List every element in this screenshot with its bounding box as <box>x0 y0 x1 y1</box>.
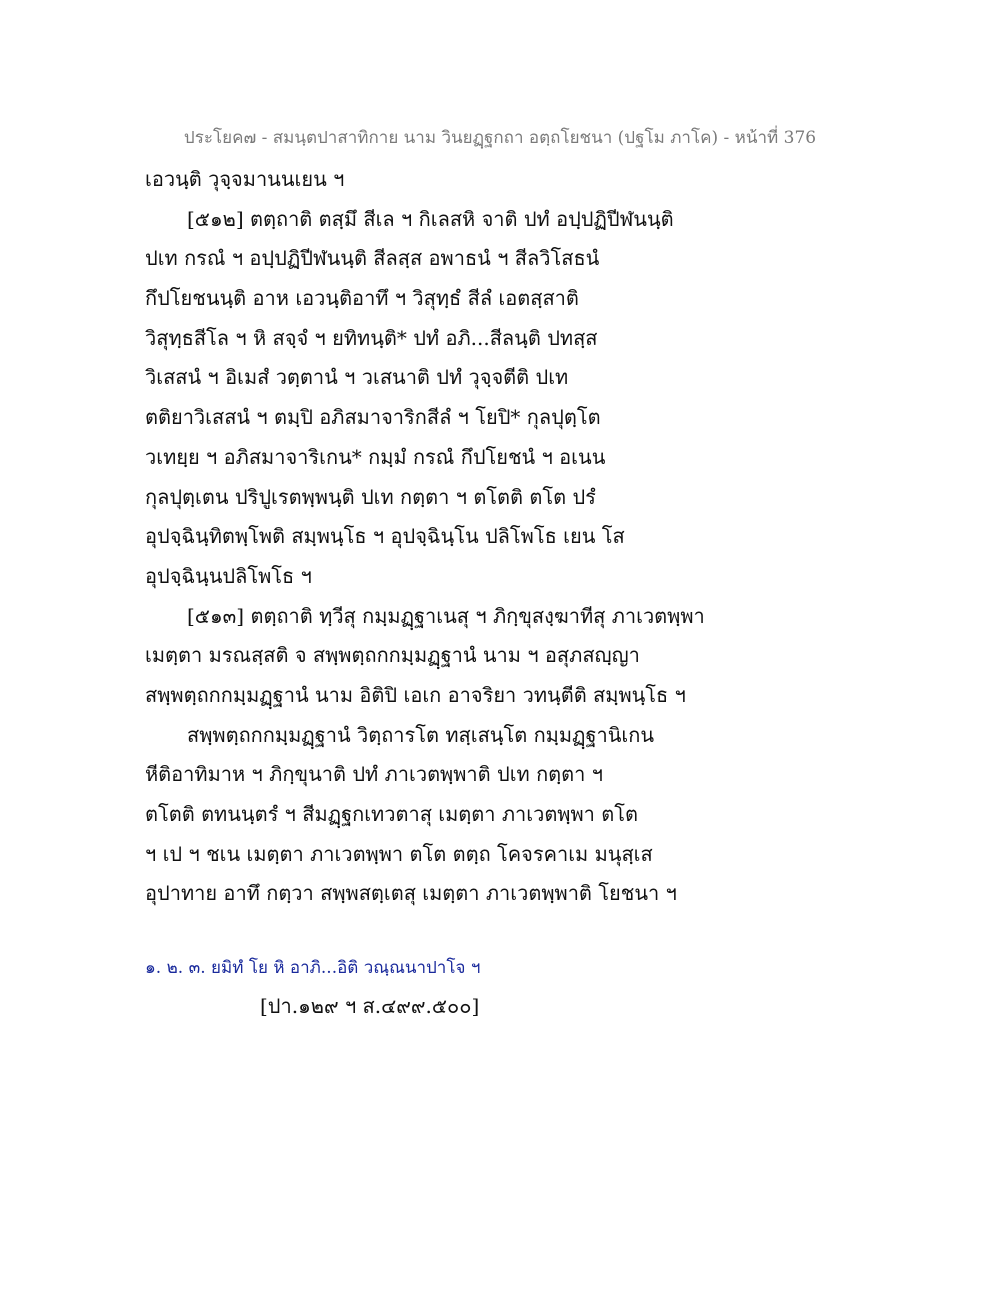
text-line: ตโตติ ตทนนฺตรํ ฯ สีมฏฺฐกเทวตาสุ เมตฺตา ภาเวตพฺพา ตโต <box>145 802 638 826</box>
text-line: อุปจฺฉินฺนปลิโพโธ ฯ <box>145 563 312 588</box>
text-line: วเทยฺย ฯ อภิสมาจาริเกน* กมฺมํ กรณํ กึปโยชนํ ฯ อเนน <box>145 444 606 469</box>
text-line: กึปโยชนนฺติ อาห เอวนฺติอาทึ ฯ วิสุทฺธํ สีลํ เอตสฺสาติ <box>145 286 579 311</box>
footnote: ๑. ๒. ๓. ยมิทํ โย หิ อาภิ...อิติ วณฺณนาปาโจ ฯ <box>145 958 481 978</box>
text-line: วิเสสนํ ฯ อิเมสํ วตฺตานํ ฯ วเสนาติ ปทํ วุจฺจตีติ ปเท <box>145 365 569 390</box>
body-text <box>145 160 865 914</box>
text-line: เอวนฺติ วุจฺจมานนเยน ฯ <box>145 167 345 191</box>
text-line: วิสุทฺธสีโล ฯ หิ สจฺจํ ฯ ยทิทนฺติ* ปทํ อภิ...สีลนฺติ ปทสฺส <box>145 325 598 350</box>
text-line: อุปจฺฉินฺทิตพฺโพติ สมฺพนฺโธ ฯ อุปจฺฉินฺโน ปลิโพโธ เยน โส <box>145 524 625 549</box>
text-line: สพฺพตฺถกกมฺมฏฺฐานํ วิตฺถารโต ทสฺเสนฺโต กมฺมฏฺฐานิเกน <box>187 722 655 747</box>
text-line: ปเท กรณํ ฯ อปฺปฏิปีฬนนฺติ สีลสฺส อพาธนํ ฯ สีลวิโสธนํ <box>145 246 600 271</box>
text-line: สพฺพตฺถกกมฺมฏฺฐานํ นาม อิติปิ เอเก อาจริยา วทนฺตีติ สมฺพนฺโธ ฯ <box>145 682 686 707</box>
text-line: หีติอาทิมาห ฯ ภิกฺขุนาติ ปทํ ภาเวตพฺพาติ ปเท กตฺตา ฯ <box>145 762 603 787</box>
text-line: เมตฺตา มรณสฺสติ จ สพฺพตฺถกกมฺมฏฺฐานํ นาม ฯ อสุภสญฺญา <box>145 643 640 668</box>
text-line: [๕๑๓] ตตฺถาติ ทฺวีสุ กมฺมฏฺฐาเนสุ ฯ ภิกฺขุสงฺฆาทีสุ ภาเวตพฺพา <box>187 603 705 628</box>
page-header: ประโยค๗ - สมนฺตปาสาทิกาย นาม วินยฏฺฐกถา อตฺถโยชนา (ปฐโม ภาโค) - หน้าที่ 376 <box>183 128 817 148</box>
text-line: ฯ เป ฯ ชเน เมตฺตา ภาเวตพฺพา ตโต ตตฺถ โคจรคาเม มนุสฺเส <box>145 841 653 866</box>
text-line: [๕๑๒] ตตฺถาติ ตสฺมึ สีเล ฯ กิเลสหิ จาติ ปทํ อปฺปฏิปีฬนนฺติ <box>187 206 674 231</box>
text-line: อุปาทาย อาทึ กตฺวา สพฺพสตฺเตสุ เมตฺตา ภาเวตพฺพาติ โยชนา ฯ <box>145 881 677 906</box>
text-line: กุลปุตฺเตน ปริปูเรตพฺพนฺติ ปเท กตฺตา ฯ ตโตติ ตโต ปรํ <box>145 484 596 509</box>
text-line: ตติยาวิเสสนํ ฯ ตมฺปิ อภิสมาจาริกสีลํ ฯ โยปิ* กุลปุตฺโต <box>145 405 601 430</box>
page-reference: [ปา.๑๒๙ ฯ ส.๔๙๙.๕๐๐] <box>260 994 480 1018</box>
